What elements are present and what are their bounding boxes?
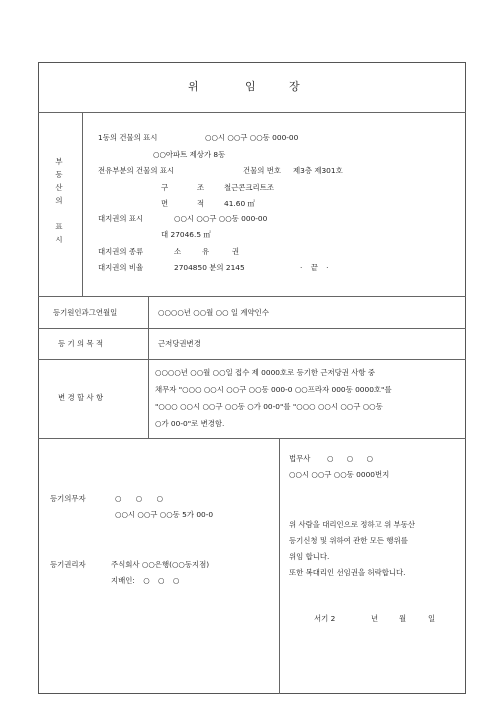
cause-value: ○○○○년 ○○월 ○○ 일 계약인수 — [158, 308, 269, 317]
area-value: 41.60 ㎡ — [224, 199, 255, 208]
structure-key-1: 구 — [161, 183, 169, 192]
cause-label: 등기원인과그연월일 — [53, 308, 118, 317]
divider-property — [38, 296, 466, 297]
exclusive-number-label: 건물의 번호 — [243, 166, 282, 175]
property-side-char-3: 산 — [55, 183, 63, 192]
debtor-name: ○ ○ ○ — [115, 494, 164, 503]
land-ratio-value: 2704850 분의 2145 — [174, 263, 245, 272]
agent-text-2: 등기신청 및 위하여 관한 모든 행위를 — [289, 536, 408, 545]
divider-label-column — [148, 296, 149, 438]
divider-title — [38, 112, 466, 113]
divider-property-label — [82, 112, 83, 296]
lawyer-address: ○○시 ○○구 ○○동 0000번지 — [289, 470, 390, 479]
land-kind-char-3: 권 — [232, 247, 240, 256]
creditor-label: 등기권리자 — [50, 560, 86, 569]
purpose-label: 등 기 의 목 적 — [58, 339, 104, 348]
title-char-1: 위 — [188, 80, 199, 93]
land-kind-label: 대지권의 종류 — [98, 247, 144, 256]
change-line-4: ○가 00-0"로 변경함. — [155, 419, 225, 428]
title-char-3: 장 — [289, 80, 300, 93]
date-prefix: 서기 2 — [314, 614, 336, 623]
date-day: 일 — [428, 614, 436, 623]
divider-change — [38, 438, 466, 439]
structure-value: 철근콘크리트조 — [224, 183, 274, 192]
property-side-char-1: 부 — [55, 157, 63, 166]
agent-text-3: 위임 합니다. — [289, 552, 330, 561]
exclusive-number-value: 제3층 제301호 — [293, 166, 343, 175]
date-month: 월 — [399, 614, 407, 623]
building-address: ○○시 ○○구 ○○동 000-00 — [205, 133, 299, 142]
land-label: 대지권의 표시 — [98, 214, 144, 223]
change-line-3: "○○○ ○○시 ○○구 ○○동 ○가 00-0"를 "○○○ ○○시 ○○구 ○○동 — [155, 402, 383, 411]
property-side-char-4: 의 — [55, 196, 63, 205]
lawyer-name: ○ ○ ○ — [327, 454, 374, 463]
lawyer-label: 법무사 — [289, 454, 311, 463]
property-side-char-6: 시 — [55, 235, 63, 244]
change-label: 변 경 할 사 항 — [58, 393, 104, 402]
land-kind-char-2: 유 — [202, 247, 210, 256]
building-label: 1동의 건물의 표시 — [98, 133, 158, 142]
structure-key-2: 조 — [197, 183, 205, 192]
building-name: ○○아파트 제상가 8동 — [153, 150, 226, 159]
end-mark: · 끝 · — [300, 263, 329, 272]
agent-text-4: 또한 복대리인 선임권을 허락합니다. — [289, 568, 406, 577]
divider-cause — [38, 328, 466, 329]
creditor-company: 주식회사 ○○은행(○○동지점) — [111, 560, 210, 569]
area-key-1: 면 — [161, 199, 169, 208]
area-key-2: 적 — [197, 199, 205, 208]
creditor-manager: 지배인: ○ ○ ○ — [111, 576, 180, 585]
land-address: ○○시 ○○구 ○○동 000-00 — [174, 214, 268, 223]
land-kind-char-1: 소 — [174, 247, 182, 256]
land-area: 대 27046.5 ㎡ — [161, 230, 211, 239]
date-year: 년 — [371, 614, 379, 623]
change-line-2: 채무자 "○○○ ○○시 ○○구 ○○동 000-0 ○○프라자 000동 0000호"를 — [155, 385, 392, 394]
property-side-char-2: 동 — [55, 170, 63, 179]
debtor-label: 등기의무자 — [50, 494, 86, 503]
exclusive-label: 전유부분의 건물의 표시 — [98, 166, 175, 175]
divider-purpose — [38, 359, 466, 360]
title-char-2: 임 — [245, 80, 256, 93]
purpose-value: 근저당권변경 — [158, 339, 201, 348]
property-side-char-5: 표 — [55, 222, 63, 231]
document-frame — [38, 62, 466, 694]
divider-parties — [279, 438, 280, 694]
debtor-address: ○○시 ○○구 ○○동 5가 00-0 — [115, 510, 214, 519]
change-line-1: ○○○○년 ○○월 ○○일 접수 제 0000호로 등기한 근저당권 사항 중 — [155, 368, 376, 377]
land-ratio-label: 대지권의 비율 — [98, 263, 144, 272]
agent-text-1: 위 사람을 대리인으로 정하고 위 부동산 — [289, 520, 415, 529]
